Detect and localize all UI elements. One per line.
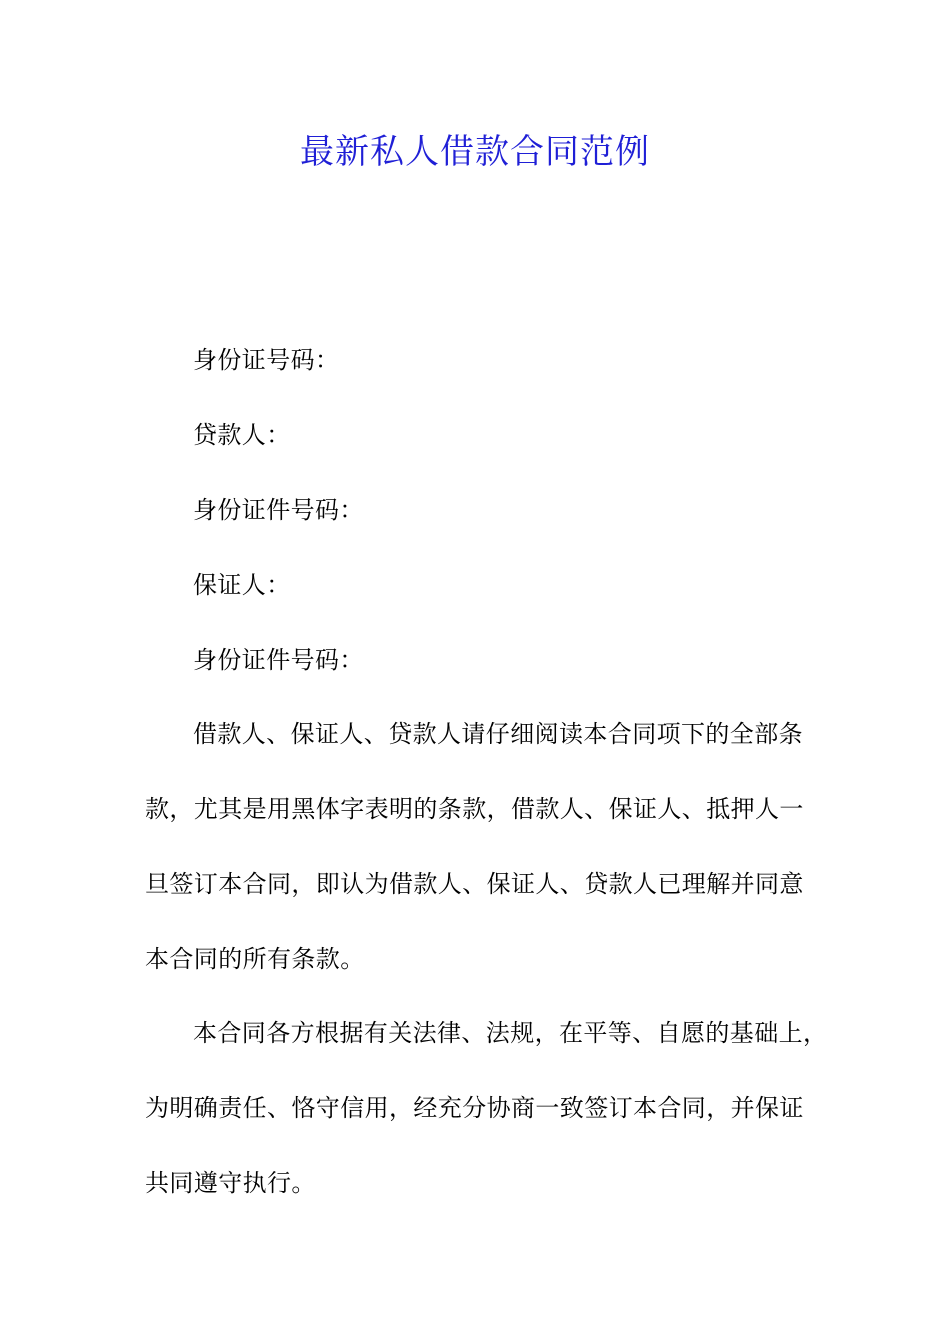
paragraph-1-line-2: 款，尤其是用黑体字表明的条款，借款人、保证人、抵押人一 [145, 795, 804, 823]
field-id-number: 身份证号码： [193, 346, 340, 374]
field-lender-id-number: 身份证件号码： [193, 496, 364, 524]
field-lender: 贷款人： [193, 421, 291, 449]
paragraph-1-line-1: 借款人、保证人、贷款人请仔细阅读本合同项下的全部条 [193, 720, 803, 748]
paragraph-2-line-3: 共同遵守执行。 [145, 1169, 316, 1197]
paragraph-1-line-4: 本合同的所有条款。 [145, 945, 365, 973]
paragraph-2-line-2: 为明确责任、恪守信用，经充分协商一致签订本合同，并保证 [145, 1094, 804, 1122]
paragraph-2-line-1: 本合同各方根据有关法律、法规，在平等、自愿的基础上， [193, 1019, 828, 1047]
document-title: 最新私人借款合同范例 [300, 132, 650, 172]
field-guarantor: 保证人： [193, 571, 291, 599]
paragraph-1-line-3: 旦签订本合同，即认为借款人、保证人、贷款人已理解并同意 [145, 870, 804, 898]
field-guarantor-id-number: 身份证件号码： [193, 646, 364, 674]
